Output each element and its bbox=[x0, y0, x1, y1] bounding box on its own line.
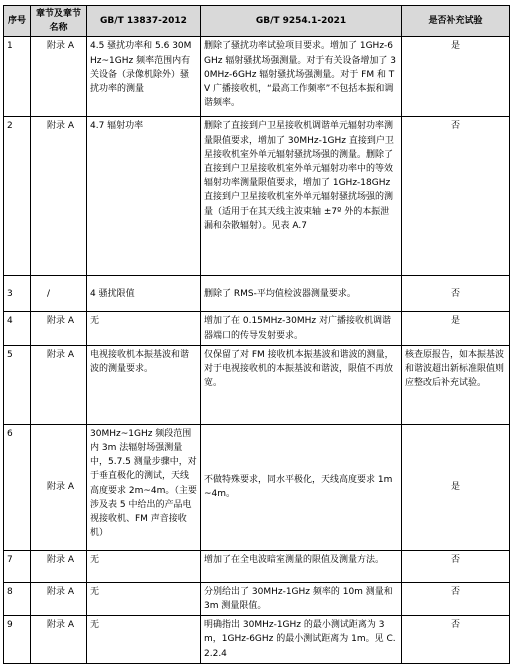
row-chapter: 附录 A bbox=[31, 37, 87, 117]
row-chapter: 附录 A bbox=[31, 345, 87, 424]
header-old-std: GB/T 13837-2012 bbox=[87, 6, 201, 37]
table-row bbox=[4, 276, 510, 312]
table-row bbox=[4, 117, 510, 276]
row-no: 1 bbox=[4, 37, 31, 117]
row-chapter: 附录 A bbox=[31, 312, 87, 345]
row-old: 4.7 辐射功率 bbox=[87, 117, 201, 276]
row-supplement: 是 bbox=[402, 37, 510, 117]
row-old: 无 bbox=[87, 550, 201, 582]
row-supplement: 否 bbox=[402, 117, 510, 276]
row-supplement: 否 bbox=[402, 616, 510, 664]
row-no: 2 bbox=[4, 117, 31, 276]
table-row bbox=[4, 582, 510, 615]
row-chapter: 附录 A bbox=[31, 550, 87, 582]
row-supplement: 否 bbox=[402, 550, 510, 582]
row-new: 增加了在全电波暗室测量的限值及测量方法。 bbox=[201, 550, 402, 582]
row-new: 删除了骚扰功率试验项目要求。增加了 1GHz-6GHz 辐射骚扰场强测量。对于有关设备增加了 30MHz-6GHz 辐射骚扰场强测量。对于 FM 和 TV 广播接收机，“最高工作频率”不包括本振和调谐频率。 bbox=[201, 37, 402, 117]
row-chapter: 附录 A bbox=[31, 424, 87, 550]
row-old: 电视接收机本振基波和谐波的测量要求。 bbox=[87, 345, 201, 424]
row-no: 6 bbox=[4, 424, 31, 550]
header-row bbox=[4, 6, 510, 37]
row-no: 8 bbox=[4, 582, 31, 615]
row-old: 4 骚扰限值 bbox=[87, 276, 201, 312]
row-no: 7 bbox=[4, 550, 31, 582]
row-old: 无 bbox=[87, 616, 201, 664]
row-chapter: 附录 A bbox=[31, 117, 87, 276]
row-new: 删除了 RMS-平均值检波器测量要求。 bbox=[201, 276, 402, 312]
row-old: 30MHz~1GHz 频段范围内 3m 法辐射场强测量中，5.7.5 测量步骤中，对于垂直极化的测试，天线高度要求 2m~4m。（主要涉及表 5 中给出的产品电视接收机、FM 声音接收机） bbox=[87, 424, 201, 550]
row-new: 删除了直接到户卫星接收机调谐单元辐射功率测量限值要求，增加了 30MHz-1GHz 直接到户卫星接收机室外单元辐射骚扰场强的测量。删除了直接到户卫星接收机室外单元辐射功率中的等效辐射功率测量限值要求，增加了 1GHz-18GHz 直接到户卫星接收机室外单元辐射骚扰场强的测量（适用于在其天线主波束轴 ±7º 外的本振泄漏和杂散辐射）。见表 A.7 bbox=[201, 117, 402, 276]
table-row bbox=[4, 345, 510, 424]
table-row bbox=[4, 424, 510, 550]
table-row bbox=[4, 37, 510, 117]
table-row bbox=[4, 550, 510, 582]
header-new-std: GB/T 9254.1-2021 bbox=[201, 6, 402, 37]
row-old: 无 bbox=[87, 312, 201, 345]
header-no: 序号 bbox=[4, 6, 31, 37]
row-chapter: / bbox=[31, 276, 87, 312]
table-row bbox=[4, 616, 510, 664]
row-chapter: 附录 A bbox=[31, 616, 87, 664]
row-new: 分别给出了 30MHz-1GHz 频率的 10m 测量和 3m 测量限值。 bbox=[201, 582, 402, 615]
row-old: 4.5 骚扰功率和 5.6 30MHz~1GHz 频率范围内有关设备（录像机除外）骚扰功率的测量 bbox=[87, 37, 201, 117]
table-row bbox=[4, 312, 510, 345]
row-supplement: 核查原报告，如本振基波和谐波超出新标准限值则应整改后补充试验。 bbox=[402, 345, 510, 424]
row-no: 9 bbox=[4, 616, 31, 664]
row-new: 增加了在 0.15MHz-30MHz 对广播接收机调谐器端口的传导发射要求。 bbox=[201, 312, 402, 345]
header-supplement: 是否补充试验 bbox=[402, 6, 510, 37]
row-supplement: 是 bbox=[402, 312, 510, 345]
row-supplement: 否 bbox=[402, 582, 510, 615]
header-chapter: 章节及章节名称 bbox=[31, 6, 87, 37]
row-no: 5 bbox=[4, 345, 31, 424]
row-new: 仅保留了对 FM 接收机本振基波和谐波的测量，对于电视接收机的本振基波和谐波，限值不再放宽。 bbox=[201, 345, 402, 424]
row-chapter: 附录 A bbox=[31, 582, 87, 615]
row-new: 不做特殊要求，同水平极化，天线高度要求 1m~4m。 bbox=[201, 424, 402, 550]
row-no: 3 bbox=[4, 276, 31, 312]
comparison-table bbox=[3, 5, 510, 664]
row-old: 无 bbox=[87, 582, 201, 615]
row-supplement: 是 bbox=[402, 424, 510, 550]
row-no: 4 bbox=[4, 312, 31, 345]
row-new: 明确指出 30MHz-1GHz 的最小测试距离为 3m，1GHz-6GHz 的最小测试距离为 1m。见 C.2.2.4 bbox=[201, 616, 402, 664]
row-supplement: 否 bbox=[402, 276, 510, 312]
